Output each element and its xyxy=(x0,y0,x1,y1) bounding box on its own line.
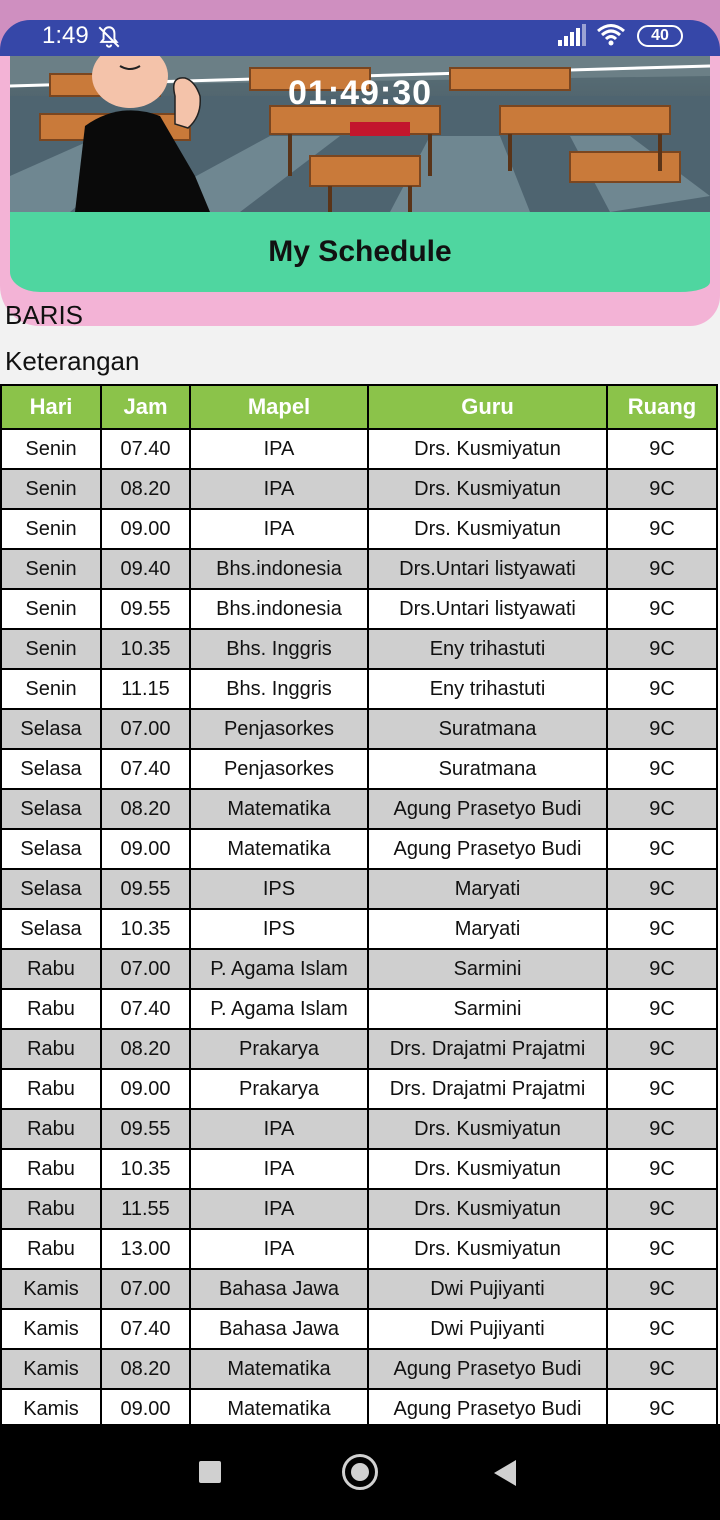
battery-icon xyxy=(637,25,683,47)
table-row xyxy=(1,1269,717,1309)
recents-icon[interactable] xyxy=(199,1461,221,1483)
table-row xyxy=(1,989,717,1029)
table-row xyxy=(1,629,717,669)
cell-jam: 07.40 xyxy=(101,429,190,469)
cell-ruang: 9C xyxy=(607,1069,717,1109)
cell-mapel: IPA xyxy=(190,1149,368,1189)
cell-guru: Drs. Kusmiyatun xyxy=(368,1229,607,1269)
cell-mapel: Prakarya xyxy=(190,1029,368,1069)
cell-hari: Selasa xyxy=(1,869,101,909)
cell-jam: 09.55 xyxy=(101,589,190,629)
table-row xyxy=(1,669,717,709)
cell-mapel: IPA xyxy=(190,429,368,469)
cell-ruang: 9C xyxy=(607,1149,717,1189)
cell-hari: Rabu xyxy=(1,1029,101,1069)
cell-jam: 09.00 xyxy=(101,829,190,869)
cell-mapel: IPS xyxy=(190,869,368,909)
cell-hari: Senin xyxy=(1,629,101,669)
table-row xyxy=(1,1309,717,1349)
cell-mapel: Penjasorkes xyxy=(190,749,368,789)
cell-guru: Drs. Kusmiyatun xyxy=(368,429,607,469)
cell-jam: 11.15 xyxy=(101,669,190,709)
cell-guru: Agung Prasetyo Budi xyxy=(368,1389,607,1424)
cell-ruang: 9C xyxy=(607,509,717,549)
cell-guru: Agung Prasetyo Budi xyxy=(368,789,607,829)
cell-jam: 11.55 xyxy=(101,1189,190,1229)
cell-guru: Maryati xyxy=(368,869,607,909)
cell-jam: 09.00 xyxy=(101,509,190,549)
cell-jam: 09.55 xyxy=(101,869,190,909)
home-icon[interactable] xyxy=(342,1454,378,1490)
cell-jam: 10.35 xyxy=(101,629,190,669)
cell-ruang: 9C xyxy=(607,1309,717,1349)
bell-off-icon xyxy=(96,24,122,50)
cell-mapel: P. Agama Islam xyxy=(190,989,368,1029)
cell-mapel: Bahasa Jawa xyxy=(190,1309,368,1349)
table-row xyxy=(1,1069,717,1109)
cell-ruang: 9C xyxy=(607,989,717,1029)
navigation-bar xyxy=(0,1424,720,1520)
cell-ruang: 9C xyxy=(607,909,717,949)
cell-guru: Sarmini xyxy=(368,949,607,989)
back-icon[interactable] xyxy=(494,1460,516,1486)
cell-jam: 08.20 xyxy=(101,789,190,829)
cell-mapel: Bhs.indonesia xyxy=(190,589,368,629)
table-row xyxy=(1,469,717,509)
cell-mapel: Prakarya xyxy=(190,1069,368,1109)
cell-guru: Drs.Untari listyawati xyxy=(368,589,607,629)
cell-guru: Eny trihastuti xyxy=(368,629,607,669)
cell-ruang: 9C xyxy=(607,429,717,469)
cell-hari: Kamis xyxy=(1,1269,101,1309)
table-header-row xyxy=(1,385,717,429)
cell-jam: 09.55 xyxy=(101,1109,190,1149)
cell-ruang: 9C xyxy=(607,629,717,669)
cell-hari: Senin xyxy=(1,589,101,629)
wifi-icon xyxy=(596,22,626,48)
cell-hari: Senin xyxy=(1,509,101,549)
table-row xyxy=(1,869,717,909)
cell-jam: 10.35 xyxy=(101,1149,190,1189)
cell-guru: Suratmana xyxy=(368,709,607,749)
cell-hari: Senin xyxy=(1,469,101,509)
cell-hari: Kamis xyxy=(1,1309,101,1349)
cell-hari: Rabu xyxy=(1,1229,101,1269)
clock-display: 01:49:30 xyxy=(287,74,433,112)
baris-label: BARIS xyxy=(5,300,84,330)
table-row xyxy=(1,829,717,869)
cell-jam: 10.35 xyxy=(101,909,190,949)
signal-icon xyxy=(558,24,586,46)
cell-jam: 09.00 xyxy=(101,1389,190,1424)
status-bar xyxy=(0,0,720,56)
schedule-table-container[interactable] xyxy=(0,384,720,1424)
cell-mapel: Matematika xyxy=(190,1349,368,1389)
cell-mapel: IPA xyxy=(190,1109,368,1149)
header-hari: Hari xyxy=(1,385,101,429)
cell-mapel: IPA xyxy=(190,509,368,549)
cell-mapel: Matematika xyxy=(190,1389,368,1424)
cell-guru: Sarmini xyxy=(368,989,607,1029)
cell-ruang: 9C xyxy=(607,1109,717,1149)
cell-hari: Rabu xyxy=(1,989,101,1029)
cell-mapel: IPA xyxy=(190,1189,368,1229)
header-jam: Jam xyxy=(101,385,190,429)
cell-mapel: Bahasa Jawa xyxy=(190,1269,368,1309)
status-time: 1:49 xyxy=(42,22,89,49)
cell-guru: Agung Prasetyo Budi xyxy=(368,1349,607,1389)
cell-mapel: Bhs. Inggris xyxy=(190,629,368,669)
table-row xyxy=(1,429,717,469)
cell-mapel: IPA xyxy=(190,469,368,509)
cell-hari: Selasa xyxy=(1,829,101,869)
cell-hari: Senin xyxy=(1,549,101,589)
cell-ruang: 9C xyxy=(607,469,717,509)
cell-hari: Rabu xyxy=(1,1189,101,1229)
table-row xyxy=(1,909,717,949)
cell-hari: Kamis xyxy=(1,1349,101,1389)
cell-guru: Drs. Kusmiyatun xyxy=(368,1109,607,1149)
cell-ruang: 9C xyxy=(607,1349,717,1389)
cell-guru: Eny trihastuti xyxy=(368,669,607,709)
cell-guru: Agung Prasetyo Budi xyxy=(368,829,607,869)
cell-guru: Suratmana xyxy=(368,749,607,789)
cell-mapel: IPA xyxy=(190,1229,368,1269)
cell-guru: Maryati xyxy=(368,909,607,949)
table-row xyxy=(1,1389,717,1424)
table-row xyxy=(1,509,717,549)
table-row xyxy=(1,549,717,589)
table-row xyxy=(1,1109,717,1149)
cell-mapel: IPS xyxy=(190,909,368,949)
cell-jam: 08.20 xyxy=(101,1349,190,1389)
cell-mapel: Bhs.indonesia xyxy=(190,549,368,589)
cell-jam: 07.00 xyxy=(101,1269,190,1309)
cell-guru: Drs. Kusmiyatun xyxy=(368,1189,607,1229)
cell-guru: Dwi Pujiyanti xyxy=(368,1309,607,1349)
keterangan-label: Keterangan xyxy=(5,346,140,376)
cell-jam: 09.00 xyxy=(101,1069,190,1109)
schedule-table xyxy=(0,384,718,1424)
table-row xyxy=(1,709,717,749)
cell-ruang: 9C xyxy=(607,1229,717,1269)
cell-ruang: 9C xyxy=(607,669,717,709)
table-row xyxy=(1,1029,717,1069)
cell-ruang: 9C xyxy=(607,749,717,789)
cell-mapel: Penjasorkes xyxy=(190,709,368,749)
page-title: My Schedule xyxy=(10,212,710,292)
cell-guru: Drs. Drajatmi Prajatmi xyxy=(368,1069,607,1109)
battery-level: 40 xyxy=(651,27,669,44)
cell-guru: Drs. Kusmiyatun xyxy=(368,469,607,509)
table-row xyxy=(1,749,717,789)
cell-mapel: P. Agama Islam xyxy=(190,949,368,989)
cell-ruang: 9C xyxy=(607,949,717,989)
cell-jam: 07.40 xyxy=(101,749,190,789)
cell-hari: Rabu xyxy=(1,1109,101,1149)
cell-jam: 09.40 xyxy=(101,549,190,589)
cell-hari: Selasa xyxy=(1,709,101,749)
cell-ruang: 9C xyxy=(607,789,717,829)
cell-jam: 07.00 xyxy=(101,949,190,989)
cell-guru: Drs. Drajatmi Prajatmi xyxy=(368,1029,607,1069)
cell-ruang: 9C xyxy=(607,1269,717,1309)
cell-ruang: 9C xyxy=(607,1189,717,1229)
cell-hari: Senin xyxy=(1,429,101,469)
header-guru: Guru xyxy=(368,385,607,429)
cell-mapel: Matematika xyxy=(190,829,368,869)
table-row xyxy=(1,1149,717,1189)
cell-hari: Rabu xyxy=(1,1069,101,1109)
cell-jam: 07.40 xyxy=(101,989,190,1029)
cell-jam: 08.20 xyxy=(101,469,190,509)
cell-jam: 13.00 xyxy=(101,1229,190,1269)
cell-mapel: Bhs. Inggris xyxy=(190,669,368,709)
cell-ruang: 9C xyxy=(607,549,717,589)
cell-jam: 07.00 xyxy=(101,709,190,749)
table-row xyxy=(1,589,717,629)
cell-ruang: 9C xyxy=(607,1389,717,1424)
cell-ruang: 9C xyxy=(607,829,717,869)
cell-hari: Selasa xyxy=(1,789,101,829)
cell-jam: 08.20 xyxy=(101,1029,190,1069)
cell-mapel: Matematika xyxy=(190,789,368,829)
cell-hari: Rabu xyxy=(1,1149,101,1189)
cell-ruang: 9C xyxy=(607,709,717,749)
cell-hari: Rabu xyxy=(1,949,101,989)
cell-guru: Drs. Kusmiyatun xyxy=(368,509,607,549)
cell-hari: Kamis xyxy=(1,1389,101,1424)
table-row xyxy=(1,1189,717,1229)
cell-hari: Selasa xyxy=(1,909,101,949)
cell-ruang: 9C xyxy=(607,869,717,909)
header-ruang: Ruang xyxy=(607,385,717,429)
cell-jam: 07.40 xyxy=(101,1309,190,1349)
header-mapel: Mapel xyxy=(190,385,368,429)
table-row xyxy=(1,1229,717,1269)
table-row xyxy=(1,949,717,989)
cell-guru: Dwi Pujiyanti xyxy=(368,1269,607,1309)
cell-hari: Selasa xyxy=(1,749,101,789)
cell-guru: Drs.Untari listyawati xyxy=(368,549,607,589)
table-row xyxy=(1,1349,717,1389)
cell-guru: Drs. Kusmiyatun xyxy=(368,1149,607,1189)
cell-hari: Senin xyxy=(1,669,101,709)
cell-ruang: 9C xyxy=(607,1029,717,1069)
cell-ruang: 9C xyxy=(607,589,717,629)
table-row xyxy=(1,789,717,829)
